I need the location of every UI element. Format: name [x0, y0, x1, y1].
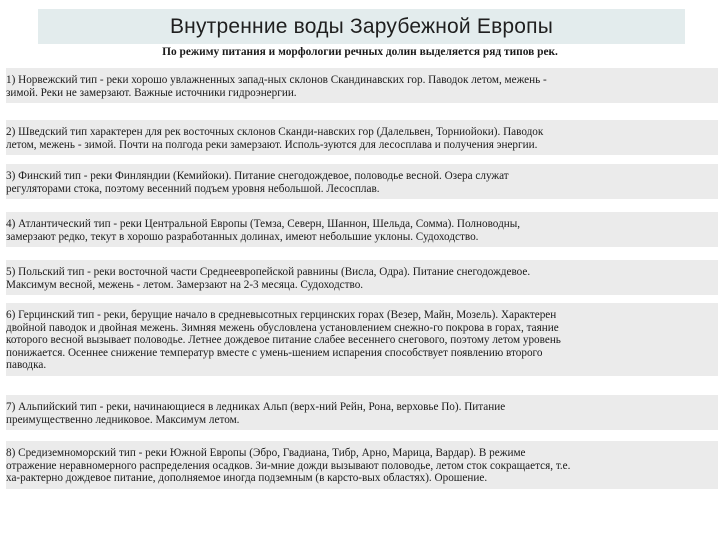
list-item-norwegian: 1) Норвежский тип - реки хорошо увлажненных запад-ных склонов Скандинавских гор. Паводок летом, межень - зимой. Реки не замерзают. Важные источники гидроэнергии.: [6, 68, 718, 103]
list-item-mediterranean: 8) Средиземноморский тип - реки Южной Европы (Эбро, Гвадиана, Тибр, Арно, Марица, Вардар). В режиме отражение неравномерного распределения осадков. Зи-мние дожди вызывают половодье, летом сток сокращается, т.е. ха-рактерно дождевое питание, дополняемое иногда подземным (в карсто-вых областях). Орошение.: [6, 441, 718, 489]
list-item-atlantic: 4) Атлантический тип - реки Центральной Европы (Темза, Северн, Шаннон, Шельда, Сомма). Полноводны, замерзают редко, текут в хорошо разработанных долинах, имеют небольшие уклоны. Судоходство.: [6, 212, 718, 247]
list-item-polish: 5) Польский тип - реки восточной части Среднеевропейской равнины (Висла, Одра). Питание снегодождевое. Максимум весной, межень - летом. Замерзают на 2-3 месяца. Судоходство.: [6, 260, 718, 295]
list-item-hercynian: 6) Герцинский тип - реки, берущие начало в средневысотных герцинских горах (Везер, Майн, Мозель). Характерен двойной паводок и двойная межень. Зимняя межень обусловлена установлением снежно-го покрова в горах, таяние которого весной вызывает половодье. Летнее дождевое питание слабее весеннего снегового, поэтому летом уровень понижается. Осеннее снижение температур вместе с умень-шением испарения способствует появлению второго паводка.: [6, 303, 718, 376]
list-item-finnish: 3) Финский тип - реки Финляндии (Кемийоки). Питание снегодождевое, половодье весной. Озера служат регуляторами стока, поэтому весенний подъем уровня небольшой. Лесосплав.: [6, 164, 718, 199]
slide-title: Внутренние воды Зарубежной Европы: [169, 14, 554, 38]
slide-subtitle: По режиму питания и морфологии речных долин выделяется ряд типов рек.: [162, 46, 558, 58]
list-item-alpine: 7) Альпийский тип - реки, начинающиеся в ледниках Альп (верх-ний Рейн, Рона, верховье По). Питание преимущественно ледниковое. Максимум летом.: [6, 395, 718, 430]
list-item-swedish: 2) Шведский тип характерен для рек восточных склонов Сканди-навских гор (Далельвен, Торниойоки). Паводок летом, межень - зимой. Почти на полгода реки замерзают. Исполь-зуются для лесосплава и получения энергии.: [6, 120, 718, 155]
